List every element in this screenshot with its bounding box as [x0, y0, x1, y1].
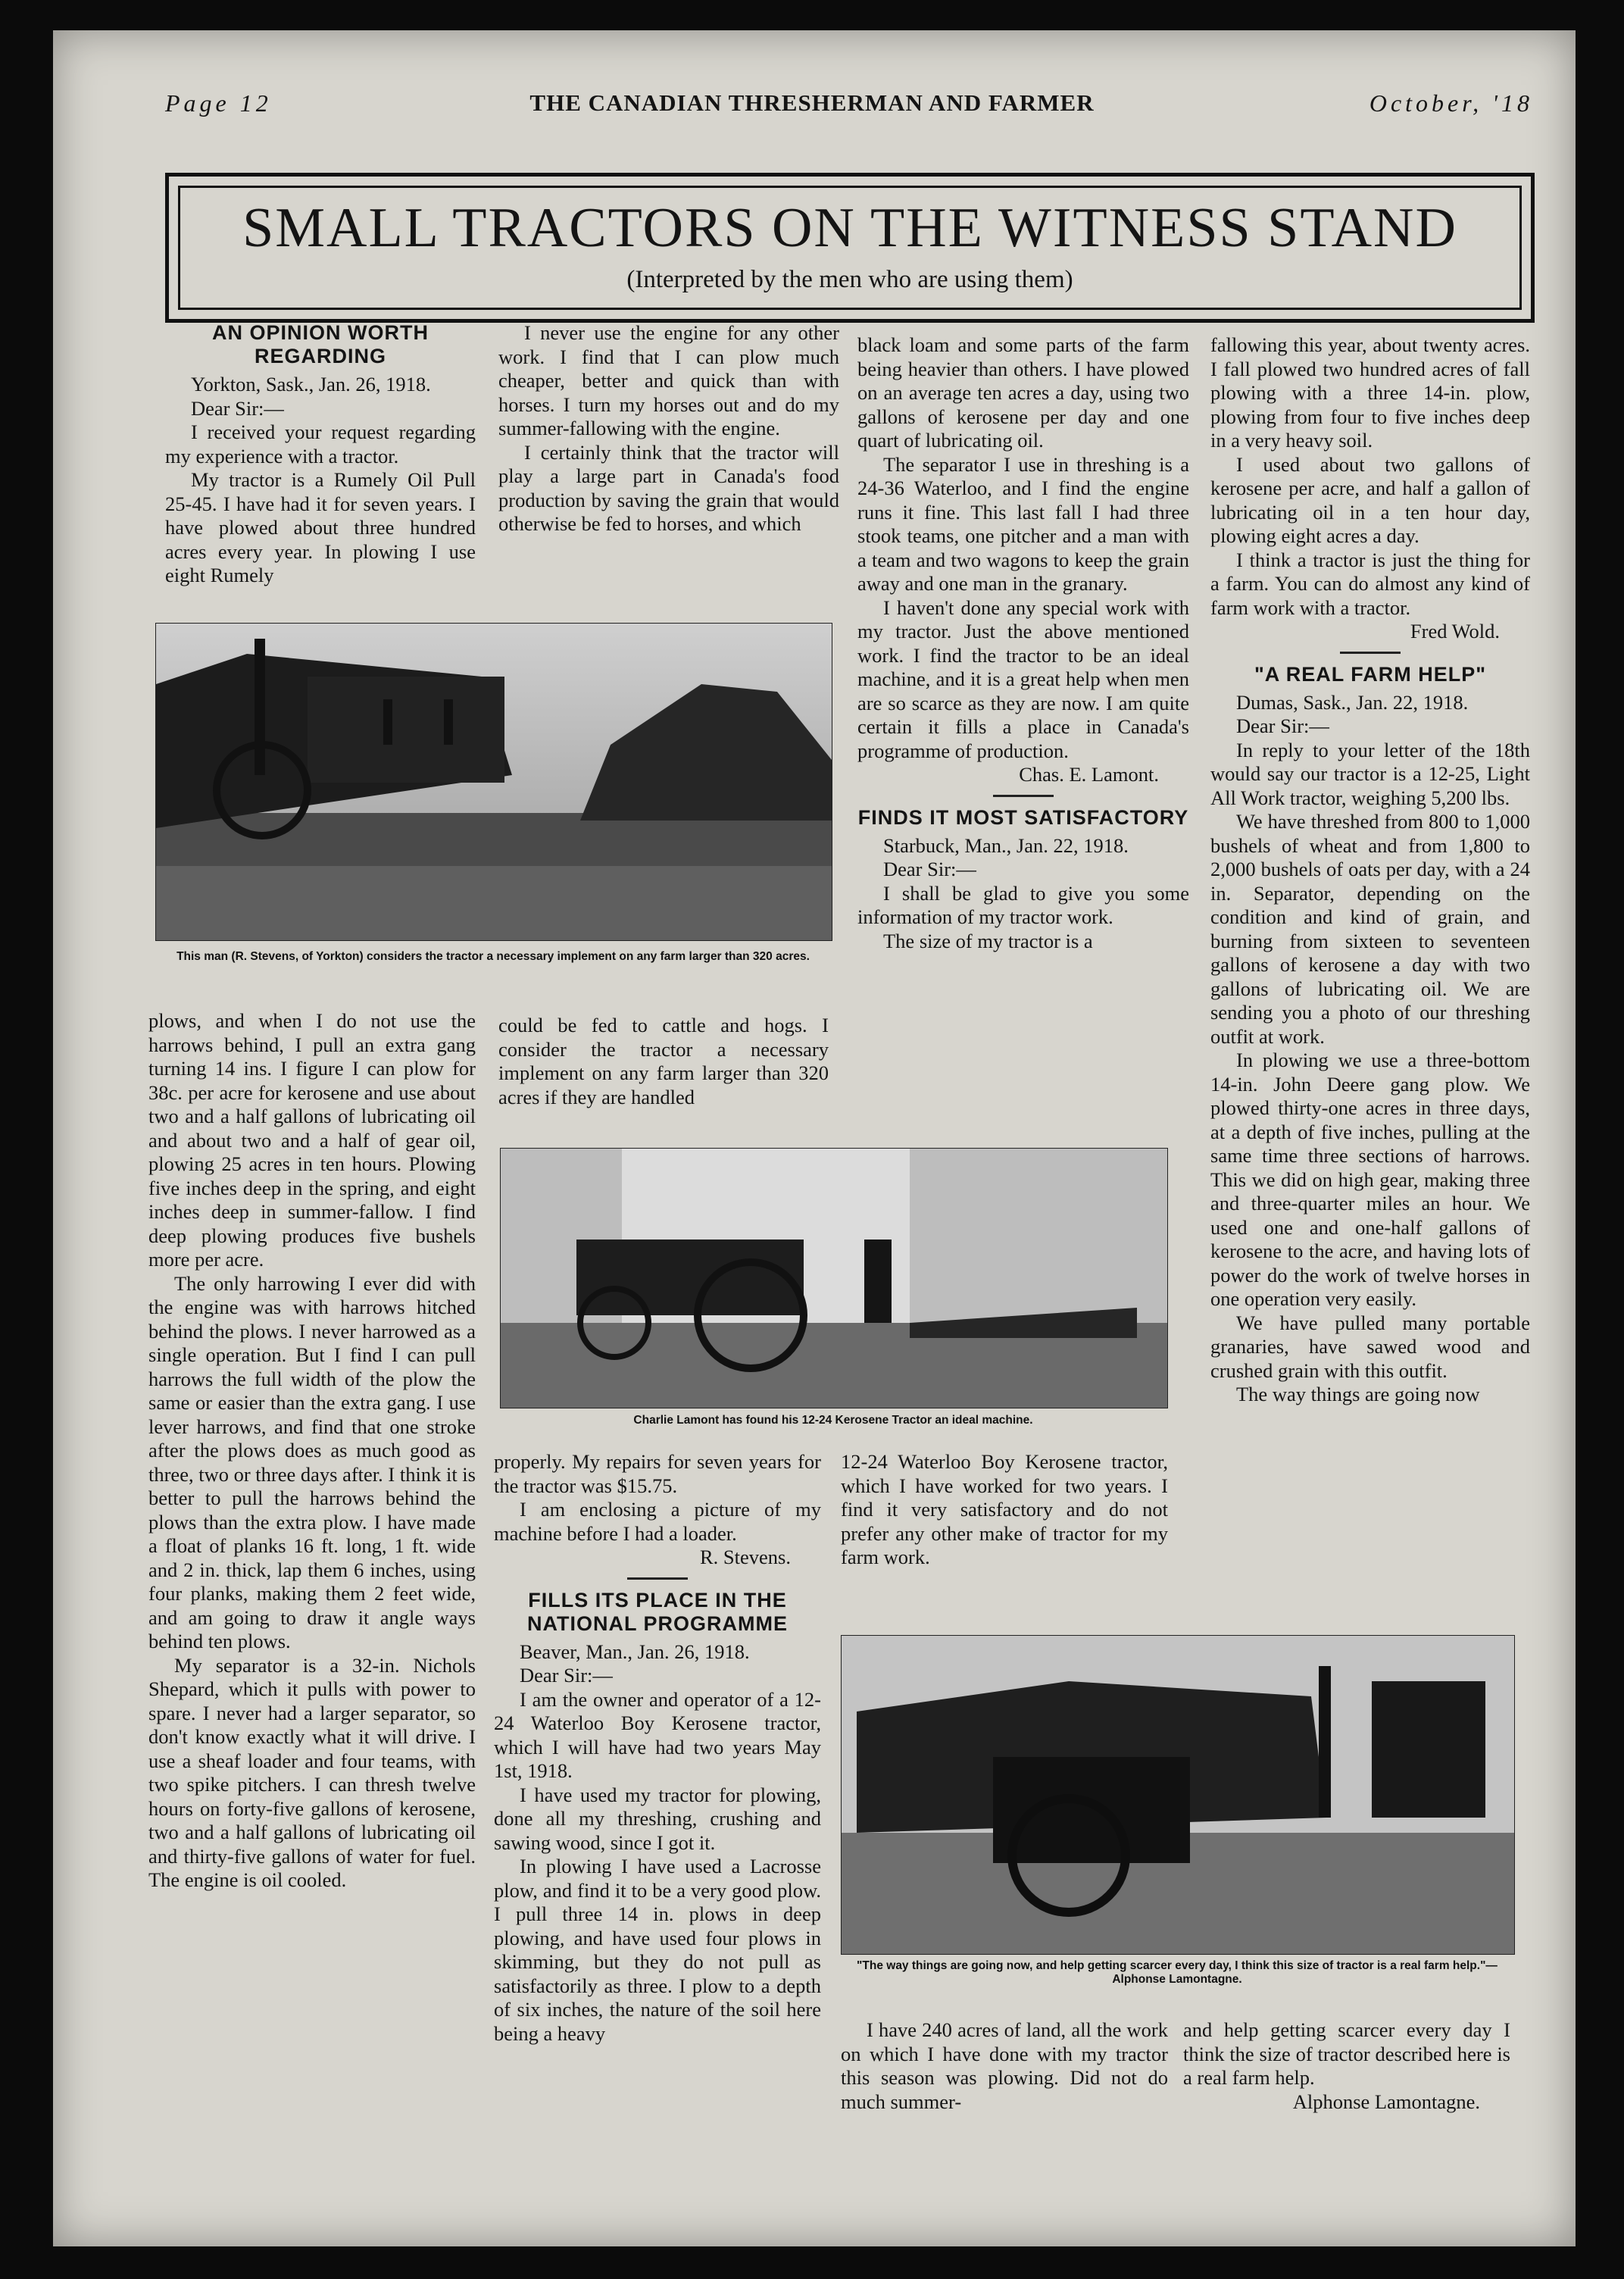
farm-help-salutation: Dear Sir:— — [1236, 714, 1329, 737]
photo-lamontagne-outfit — [841, 1635, 1515, 1955]
satisfactory-paragraph: I shall be glad to give you some information of my tractor work. — [857, 881, 1189, 928]
main-headline: SMALL TRACTORS ON THE WITNESS STAND — [242, 197, 1457, 259]
satisfactory-paragraph: The size of my tractor is a — [883, 929, 1093, 952]
programme-article — [494, 1450, 821, 2046]
programme-paragraph: I am the owner and operator of a 12-24 Waterloo Boy Kerosene tractor, which I will have had two years May 1st, 1918. — [494, 1687, 821, 1782]
farm-help-paragraph: In reply to your letter of the 18th would say our tractor is a 12-25, Light All Work tractor, weighing 5,200 lbs. — [1210, 738, 1530, 809]
farm-help-signature: Alphonse Lamontagne. — [1292, 2090, 1480, 2113]
programme-dateline: Beaver, Man., Jan. 26, 1918. — [520, 1640, 750, 1663]
photo-stevens-threshing — [155, 623, 832, 941]
stevens-dateline: Yorkton, Sask., Jan. 26, 1918. — [191, 373, 431, 395]
programme-salutation: Dear Sir:— — [520, 1664, 613, 1687]
stevens-paragraph: I received your request regarding my experience with a tractor. — [165, 420, 476, 467]
sub-headline: (Interpreted by the men who are using them) — [626, 266, 1073, 293]
farm-help-paragraph: I have 240 acres of land, all the work on which I have done with my tractor this season was plowing. Did not do much summer- — [841, 2018, 1168, 2113]
wold-paragraph: I think a tractor is just the thing for a farm. You can do almost any kind of farm work with a tractor. — [1210, 548, 1530, 619]
stevens-paragraph: could be fed to cattle and hogs. I consider the tractor a necessary implement on any farm larger than 320 acres if they are handled — [498, 1014, 829, 1108]
programme-paragraph: In plowing I have used a Lacrosse plow, and find it to be a very good plow. I pull three 14 in. plows in deep plowing, and have used four plows in skimming, but they do not pull as satisfactorily as three. I plow to a depth of six inches, the nature of the soil here being a heavy — [494, 1855, 821, 2045]
page-number: Page 12 — [165, 89, 272, 117]
lamont-signature: Chas. E. Lamont. — [1019, 763, 1159, 786]
farm-help-paragraph: We have threshed from 800 to 1,000 bushels of wheat and from 1,800 to 2,000 bushels of oats per day, with a 24 in. Separator, depending on the condition and kind of grain, and burning from sixteen to seventeen gallons of kerosene a day with two gallons of lubricating oil. We are sending you a photo of our threshing outfit at work. — [1210, 810, 1530, 1048]
programme-paragraph: I have used my tractor for plowing, done all my threshing, crushing and sawing wood, since I got it. — [494, 1783, 821, 1854]
satisfactory-paragraph: 12-24 Waterloo Boy Kerosene tractor, which I have worked for two years. I find it very satisfactory and do not prefer any other make of tractor for my farm work. — [841, 1450, 1168, 1568]
farm-help-article-end — [1183, 2018, 1510, 2114]
stevens-paragraph: My tractor is a Rumely Oil Pull 25-45. I have had it for seven years. I have plowed about three hundred acres every year. In plowing I use eight Rumely — [165, 468, 476, 586]
title-box — [165, 173, 1535, 323]
lamont-paragraph: The separator I use in threshing is a 24-36 Waterloo, and I find the engine runs it fine. This last fall I had three stook teams, one pitcher and a man with a team and two wagons to keep the grain away and one man in the granary. — [857, 452, 1189, 595]
section-divider — [1340, 652, 1401, 654]
stevens-article-col2-continued — [498, 1014, 829, 1109]
stevens-heading: AN OPINION WORTH REGARDING — [212, 321, 429, 367]
stevens-paragraph: I never use the engine for any other work. I find that I can plow much cheaper, better and quick than with horses. I turn my horses out and do my summer-fallowing with the engine. — [498, 321, 839, 439]
farm-help-heading: "A REAL FARM HELP" — [1254, 662, 1487, 686]
stevens-signature: R. Stevens. — [700, 1546, 791, 1568]
wold-paragraph: fallowing this year, about twenty acres. I fall plowed two hundred acres of fall plowing with a three 14-in. plow, plowing from four to five inches deep in a very heavy soil. — [1210, 333, 1530, 452]
stevens-paragraph: plows, and when I do not use the harrows behind, I pull an extra gang turning 14 ins. I figure I can plow for 38c. per acre for kerosene and use about two and a half gallons of lubricating oil and about two and a half of gear oil, plowing 25 acres in ten hours. Plowing five inches deep in the spring, and eight inches deep in summer-fallow. I find deep plowing produces five bushels more per acre. — [148, 1009, 476, 1271]
farm-help-paragraph: We have pulled many portable granaries, have sawed wood and crushed grain with this outfit. — [1210, 1311, 1530, 1382]
stevens-paragraph: properly. My repairs for seven years for the tractor was $15.75. — [494, 1450, 821, 1497]
satisfactory-heading: FINDS IT MOST SATISFACTORY — [857, 805, 1189, 829]
photo-caption: Charlie Lamont has found his 12-24 Kerosene Tractor an ideal machine. — [633, 1414, 1033, 1427]
photo-caption: "The way things are going now, and help getting scarcer every day, I think this size of tractor is a real farm help."—Alphonse Lamontagne. — [857, 1959, 1498, 1986]
programme-heading: FILLS ITS PLACE IN THE NATIONAL PROGRAMME — [527, 1588, 788, 1635]
stevens-article-continued — [148, 1009, 476, 1893]
photo-caption: This man (R. Stevens, of Yorkton) considers the tractor a necessary implement on any farm larger than 320 acres. — [176, 950, 810, 963]
wold-paragraph: I used about two gallons of kerosene per acre, and half a gallon of lubricating oil in a ten hour day, plowing eight acres a day. — [1210, 452, 1530, 547]
farm-help-article-continued — [841, 2018, 1168, 2114]
publication-title: THE CANADIAN THRESHERMAN AND FARMER — [529, 89, 1095, 116]
lamont-paragraph: black loam and some parts of the farm being heavier than others. I have plowed on an average ten acres a day, using two gallons of kerosene per day and one quart of lubricating oil. — [857, 333, 1189, 452]
stevens-article-col2 — [498, 321, 839, 536]
lamont-paragraph: I haven't done any special work with my tractor. Just the above mentioned work. I find the tractor to be an ideal machine, and it is a great help when men are so scarce as they are now. I am quite certain it fills a place in Canada's programme of production. — [857, 596, 1189, 762]
farm-help-paragraph: In plowing we use a three-bottom 14-in. John Deere gang plow. We plowed thirty-one acres in three days, at a depth of five inches, pulling at the same time three sections of harrows. This we did on high gear, making three and three-quarter miles an hour. We used one and one-half gallons of kerosene to the acre, and having lots of power do the work of twelve horses in one operation very easily. — [1210, 1049, 1530, 1310]
section-divider — [627, 1577, 688, 1580]
stevens-paragraph: My separator is a 32-in. Nichols Shepard, which it pulls with power to spare. I never had a larger separator, so don't know exactly what it will drive. I use a sheaf loader and four teams, with two spike pitchers. I can thresh twelve hours on forty-five gallons of kerosene, two and a half gallons of lubricating oil and thirty-five gallons of water for fuel. The engine is oil cooled. — [148, 1653, 476, 1891]
photo-lamont-tractor — [500, 1148, 1168, 1408]
issue-date: October, '18 — [1369, 89, 1533, 117]
stevens-salutation: Dear Sir:— — [191, 396, 284, 420]
wold-signature: Fred Wold. — [1410, 620, 1500, 642]
lamont-article — [857, 333, 1189, 953]
farm-help-paragraph: The way things are going now — [1236, 1383, 1480, 1405]
satisfactory-salutation: Dear Sir:— — [883, 858, 976, 880]
stevens-article-top — [165, 315, 476, 588]
stevens-paragraph: The only harrowing I ever did with the engine was with harrows hitched behind the plows. I never harrowed as a single operation. But I find I can pull harrows the full width of the plow the same or easier than the extra gang. I use lever harrows, and find that one stroke after the plows does as much good as three, two or three days after. I think it is better to pull the harrows behind the plows than the extra plow. I have made a float of planks 16 ft. long, 1 ft. wide and 2 in. thick, lap them 6 inches, using four planks, making them 2 feet wide, and am going to draw it angle ways behind ten plows. — [148, 1271, 476, 1652]
stevens-paragraph: I certainly think that the tractor will play a large part in Canada's food production by saving the grain that would otherwise be fed to horses, and which — [498, 440, 839, 535]
farm-help-dateline: Dumas, Sask., Jan. 22, 1918. — [1236, 690, 1469, 714]
satisfactory-article-continued — [841, 1450, 1168, 1570]
farm-help-paragraph: and help getting scarcer every day I think the size of tractor described here is a real farm help. — [1183, 2018, 1510, 2089]
satisfactory-dateline: Starbuck, Man., Jan. 22, 1918. — [883, 833, 1129, 857]
stevens-paragraph: I am enclosing a picture of my machine before I had a loader. — [494, 1498, 821, 1545]
wold-and-farm-help-article — [1210, 333, 1530, 1407]
section-divider — [993, 795, 1054, 797]
